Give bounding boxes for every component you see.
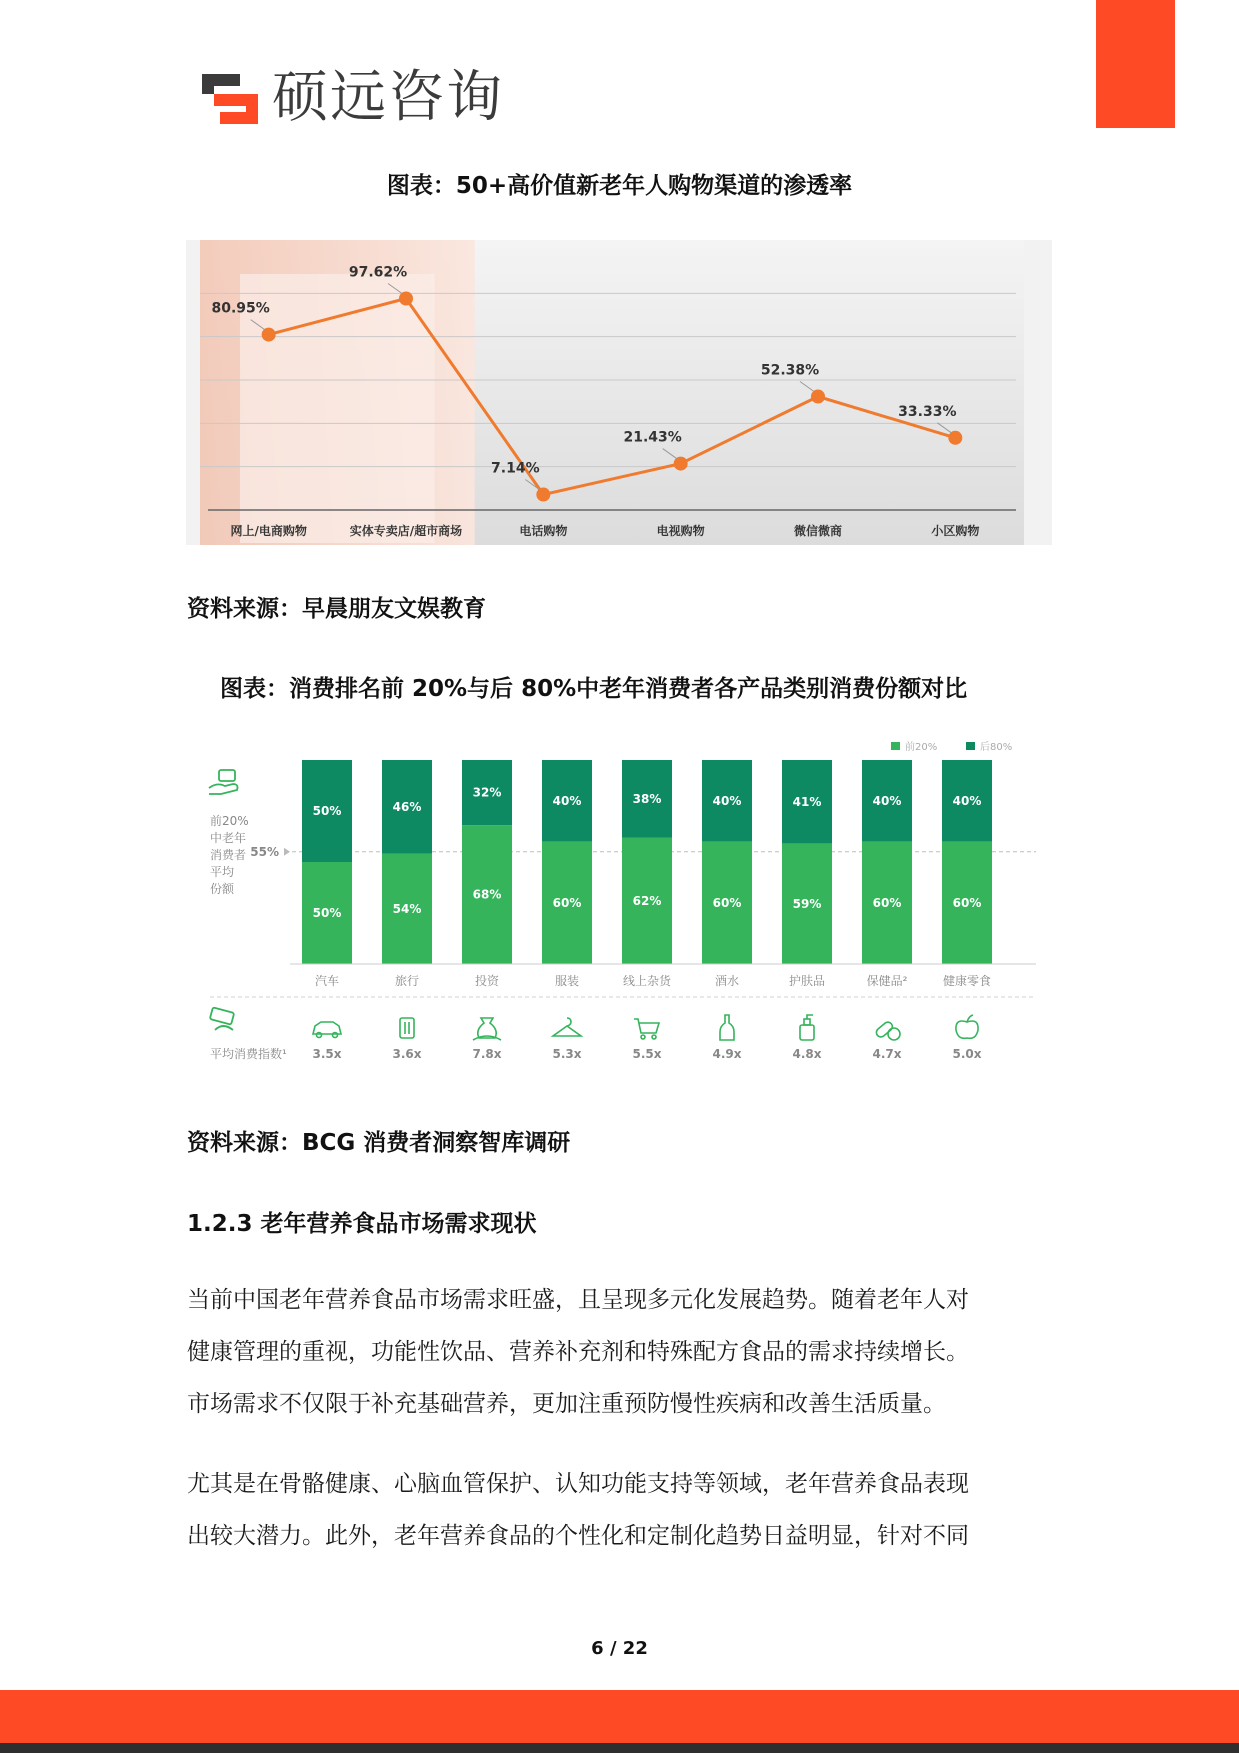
data-label: 7.14% <box>491 460 540 477</box>
data-label: 21.43% <box>623 429 682 446</box>
bar-value-label: 40% <box>552 793 582 808</box>
x-tick-label: 旅行 <box>394 974 420 988</box>
x-tick-label: 网上/电商购物 <box>230 524 307 538</box>
suitcase-icon <box>400 1018 414 1038</box>
data-label: 52.38% <box>760 362 820 379</box>
paragraph-line: 出较大潜力。此外，老年营养食品的个性化和定制化趋势日益明显，针对不同 <box>187 1523 969 1549</box>
bar-value-label: 60% <box>952 895 982 910</box>
data-label: 33.33% <box>898 403 957 420</box>
apple-icon <box>956 1015 978 1038</box>
paragraph-line: 当前中国老年营养食品市场需求旺盛，且呈现多元化发展趋势。随着老年人对 <box>187 1287 969 1313</box>
x-tick-label: 服装 <box>554 974 580 988</box>
pill-icon <box>875 1020 900 1040</box>
side-label: 份额 <box>210 882 235 896</box>
x-tick-label: 保健品² <box>866 974 908 988</box>
brand-name: 硕远咨询 <box>272 65 504 130</box>
x-tick-label: 电视购物 <box>656 524 705 538</box>
index-value: 3.5x <box>312 1047 342 1061</box>
reference-arrow <box>284 848 290 856</box>
index-value: 4.9x <box>712 1047 742 1061</box>
bar-value-label: 50% <box>312 804 342 818</box>
side-label: 中老年 <box>210 831 247 845</box>
stacked-bar-chart <box>186 730 1052 1070</box>
chart2-title: 图表：消费排名前 20%与后 80%中老年消费者各产品类别消费份额对比 <box>220 676 968 702</box>
side-label: 前20% <box>210 814 249 828</box>
index-value: 3.6x <box>392 1047 422 1061</box>
x-tick-label: 电话购物 <box>519 524 568 538</box>
bar-value-label: 38% <box>632 791 662 806</box>
bar-value-label: 32% <box>472 785 502 800</box>
x-tick-label: 小区购物 <box>931 524 980 538</box>
bar-value-label: 68% <box>472 887 502 902</box>
money-bag-icon <box>473 1018 501 1040</box>
x-tick-label: 汽车 <box>314 974 340 988</box>
paragraph-line: 市场需求不仅限于补充基础营养，更加注重预防慢性疾病和改善生活质量。 <box>187 1391 946 1417</box>
index-value: 4.8x <box>792 1047 822 1061</box>
index-value: 7.8x <box>472 1047 502 1061</box>
bar-value-label: 40% <box>952 793 982 808</box>
page-number: 6 / 22 <box>591 1638 648 1659</box>
x-tick-label: 投资 <box>474 974 500 988</box>
bottle-icon <box>720 1015 734 1040</box>
bar-value-label: 46% <box>392 799 422 814</box>
x-tick-label: 酒水 <box>714 974 740 988</box>
data-point <box>811 390 825 404</box>
hanger-icon <box>553 1018 581 1036</box>
index-value: 5.3x <box>552 1047 582 1061</box>
cart-icon <box>634 1019 659 1039</box>
car-icon <box>313 1022 341 1038</box>
legend-label: 前20% <box>905 742 938 753</box>
x-tick-label: 线上杂货 <box>622 974 672 988</box>
line-chart <box>186 238 1052 545</box>
side-label: 消费者 <box>210 848 247 862</box>
data-point <box>948 431 962 445</box>
reference-label: 55% <box>250 844 279 859</box>
logo-mark-icon <box>200 72 260 126</box>
hand-coin-icon <box>209 770 238 794</box>
index-value: 5.0x <box>952 1047 982 1061</box>
bar-value-label: 54% <box>392 901 422 916</box>
index-label: 平均消费指数¹ <box>210 1047 287 1061</box>
bar-value-label: 50% <box>312 906 342 920</box>
data-point <box>536 488 550 502</box>
lotion-icon <box>800 1015 814 1040</box>
data-label: 97.62% <box>348 264 408 281</box>
legend-label: 后80% <box>980 742 1013 753</box>
paragraph-line: 健康管理的重视，功能性饮品、营养补充剂和特殊配方食品的需求持续增长。 <box>187 1339 969 1365</box>
legend-swatch <box>966 742 975 750</box>
x-tick-label: 护肤品 <box>788 974 826 988</box>
bar-value-label: 59% <box>792 896 822 911</box>
paragraph-line: 尤其是在骨骼健康、心脑血管保护、认知功能支持等领域，老年营养食品表现 <box>187 1471 969 1497</box>
corner-accent-block <box>1096 0 1175 128</box>
side-label: 平均 <box>210 865 235 879</box>
index-value: 5.5x <box>632 1047 662 1061</box>
bar-value-label: 41% <box>792 794 822 809</box>
source2-text: 资料来源：BCG 消费者洞察智库调研 <box>187 1130 571 1156</box>
legend-swatch <box>891 742 900 750</box>
x-tick-label: 健康零食 <box>942 974 992 988</box>
index-value: 4.7x <box>872 1047 902 1061</box>
data-point <box>399 291 413 305</box>
brand-logo <box>200 66 560 130</box>
x-tick-label: 微信微商 <box>793 524 843 538</box>
bar-value-label: 60% <box>872 895 902 910</box>
money-hand-icon <box>210 1007 234 1030</box>
bar-value-label: 62% <box>632 893 662 908</box>
bar-value-label: 40% <box>872 793 902 808</box>
section-heading: 1.2.3 老年营养食品市场需求现状 <box>187 1211 537 1237</box>
footer-accent-bar <box>0 1690 1239 1743</box>
footer-dark-strip <box>0 1743 1239 1753</box>
chart1-title: 图表：50+高价值新老年人购物渠道的渗透率 <box>386 173 853 199</box>
data-point <box>262 328 276 342</box>
data-point <box>674 457 688 471</box>
data-label: 80.95% <box>211 300 270 317</box>
x-tick-label: 实体专卖店/超市商场 <box>349 524 463 538</box>
bar-value-label: 40% <box>712 793 742 808</box>
bar-value-label: 60% <box>552 895 582 910</box>
bar-value-label: 60% <box>712 895 742 910</box>
source1-text: 资料来源：早晨朋友文娱教育 <box>187 596 486 622</box>
